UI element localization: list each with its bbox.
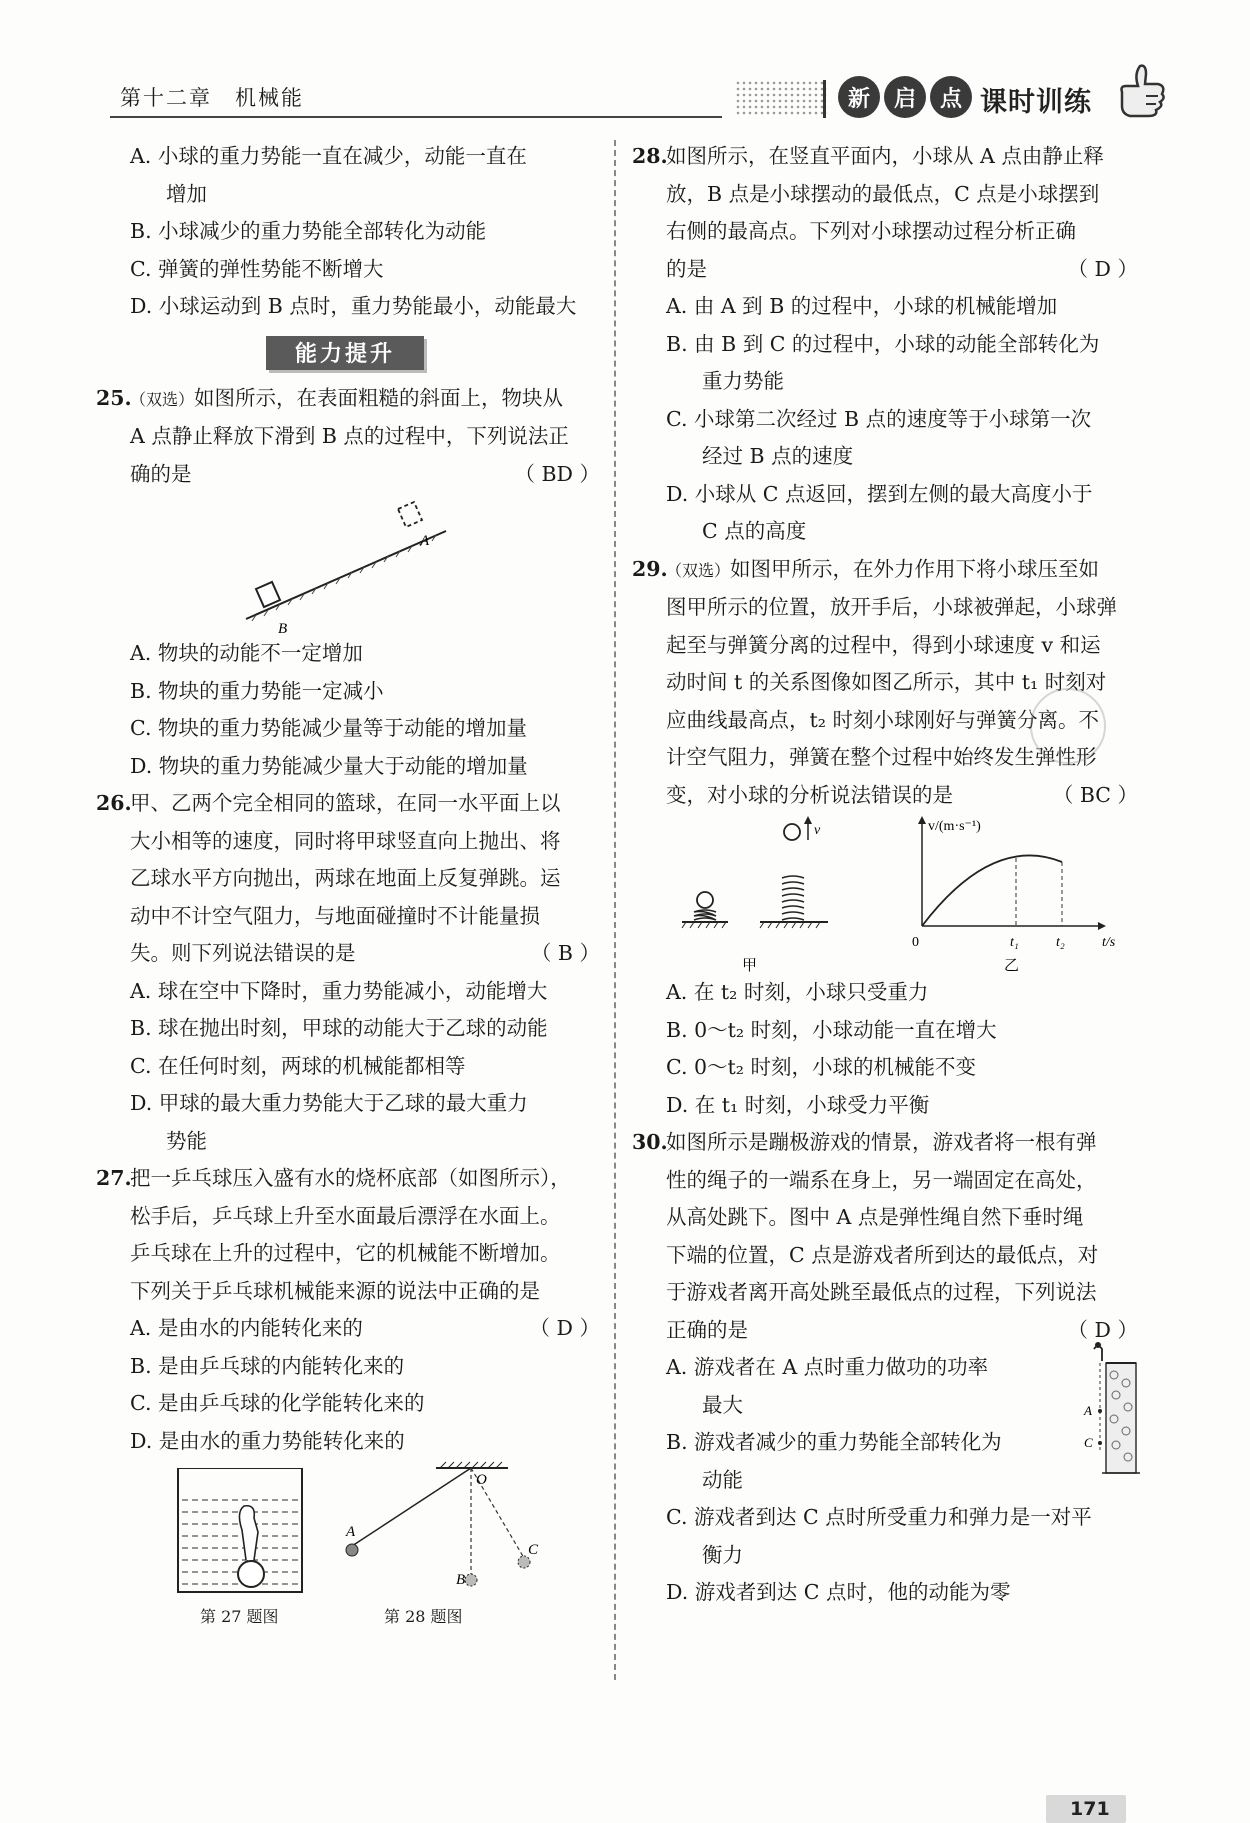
question-text: 大小相等的速度，同时将甲球竖直向上抛出、将 [130,828,561,853]
x-axis-label: t/s [1102,935,1116,950]
brand-badge: 新 [838,76,880,118]
option-line: B. 游戏者减少的重力势能全部转化为 [666,1430,1002,1454]
question-text: A 点静止释放下滑到 B 点的过程中，下列说法正 [130,424,569,448]
question-text: 放，B 点是小球摆动的最低点，C 点是小球摆到 [666,181,1100,206]
answer: （ BD ） [514,461,600,486]
header-dot-pattern [735,80,827,116]
answer: （ BC ） [1052,782,1138,807]
question-text: 如图所示，在表面粗糙的斜面上，物块从 [194,385,564,410]
answer: （ D ） [1067,1317,1138,1342]
question-text: 从高处跳下。图中 A 点是弹性绳自然下垂时绳 [666,1205,1084,1229]
question-text: 乙球水平方向抛出，两球在地面上反复弹跳。运 [130,866,561,890]
option-line: A. 是由水的内能转化来的 [130,1316,363,1340]
question-text: 如图所示，在竖直平面内，小球从 A 点由静止释 [666,144,1104,168]
option-continuation: 经过 B 点的速度 [702,444,854,468]
velocity-label: v [814,823,821,838]
figure-29 [632,814,1144,974]
question-tag: （双选） [666,560,731,580]
answer: （ D ） [1067,256,1138,281]
option-line: C. 0～t₂ 时刻，小球的机械能不变 [666,1055,977,1079]
question-text: 如图甲所示，在外力作用下将小球压至如 [730,556,1100,581]
option-line: B. 是由乒乓球的内能转化来的 [130,1353,405,1378]
option-line: C. 弹簧的弹性势能不断增大 [130,256,384,281]
column-divider [614,140,616,1680]
option-continuation: 衡力 [702,1542,743,1567]
label-A: A [1084,1403,1092,1418]
option-line: A. 游戏者在 A 点时重力做功的功率 [666,1355,989,1379]
question-text: 如图所示是蹦极游戏的情景，游戏者将一根有弹 [666,1130,1097,1154]
question-text: 正确的是 [666,1317,748,1342]
question-number: 26. [96,791,132,815]
question-25 [96,380,606,419]
question-text: 甲、乙两个完全相同的篮球，在同一水平面上以 [130,791,561,815]
question-number: 30. [632,1130,668,1154]
option-line: D. 在 t₁ 时刻，小球受力平衡 [666,1092,930,1117]
figure-jia-label: 甲 [742,958,758,974]
right-column [632,138,1144,1612]
figure-caption-27: 第 27 题图 [200,1607,279,1626]
question-text: 动时间 t 的关系图像如图乙所示，其中 t₁ 时刻对 [666,670,1107,694]
option-line: A. 在 t₂ 时刻，小球只受重力 [666,980,929,1004]
option-line: D. 小球从 C 点返回，摆到左侧的最大高度小于 [666,481,1093,506]
option-line: B. 0～t₂ 时刻，小球动能一直在增大 [666,1017,997,1042]
answer: （ D ） [529,1316,600,1340]
option-line: D. 小球运动到 B 点时，重力势能最小，动能最大 [130,294,577,318]
label-A: A [346,1524,356,1540]
section-header [96,334,606,374]
beaker-and-pendulum-diagrams [96,1460,606,1600]
question-text: 起至与弹簧分离的过程中，得到小球速度 v 和运 [666,632,1101,657]
incline-diagram [96,493,606,635]
chapter-title: 第十二章 机械能 [120,86,304,110]
option-line: C. 小球第二次经过 B 点的速度等于小球第一次 [666,406,1092,431]
q30-options-with-figure [632,1349,1144,1612]
question-text: 把一乒乓球压入盛有水的烧杯底部（如图所示）， [130,1166,571,1190]
option-line: C. 游戏者到达 C 点时所受重力和弹力是一对平 [666,1505,1092,1529]
brand-badges [838,76,972,118]
question-text: 下端的位置，C 点是游戏者所到达的最低点，对 [666,1242,1099,1267]
question-29 [632,551,1144,590]
label-A: A [420,533,430,549]
brand-title: 课时训练 [980,87,1092,118]
option-line: D. 甲球的最大重力势能大于乙球的最大重力 [130,1091,528,1115]
option-continuation: 重力势能 [702,369,784,393]
question-number: 25. [96,385,132,410]
question-text: 松手后，乒乓球上升至水面最后漂浮在水面上。 [130,1203,561,1228]
question-text: 于游戏者离开高处跳至最低点的过程，下列说法 [666,1280,1097,1304]
option-line: A. 物块的动能不一定增加 [130,641,363,665]
thumbs-up-icon [1112,60,1174,120]
question-30 [632,1124,1144,1162]
option-line: B. 物块的重力势能一定减小 [130,678,384,703]
question-text-last [96,935,606,973]
label-C: C [1084,1435,1093,1450]
option-line: B. 由 B 到 C 的过程中，小球的动能全部转化为 [666,331,1100,356]
question-number: 29. [632,556,668,581]
option-continuation: 势能 [166,1128,207,1153]
header-separator [823,80,826,118]
option-line: D. 物块的重力势能减少量大于动能的增加量 [130,753,528,778]
watermark-stamp [1030,688,1106,764]
option-continuation: 动能 [702,1467,743,1492]
question-text: 确的是 [130,461,192,486]
option-line: A. 球在空中下降时，重力势能减小，动能增大 [130,978,548,1003]
question-text: 乒乓球在上升的过程中，它的机械能不断增加。 [130,1241,561,1265]
option-continuation: 最大 [702,1392,743,1417]
label-B: B [456,1572,466,1588]
option-line: C. 物块的重力势能减少量等于动能的增加量 [130,716,527,740]
question-27 [96,1160,606,1198]
question-26 [96,785,606,823]
option-line: A. 由 A 到 B 的过程中，小球的机械能增加 [666,294,1058,318]
option-continuation: 增加 [166,181,207,206]
bungee-figure [1072,1339,1144,1489]
answer: （ B ） [530,941,600,965]
figure-caption-28: 第 28 题图 [384,1607,463,1626]
question-text: 应曲线最高点，t₂ 时刻小球刚好与弹簧分离。不 [666,707,1099,732]
option-line: C. 是由乒乓球的化学能转化来的 [130,1391,425,1415]
question-number: 28. [632,144,668,168]
question-28 [632,138,1144,176]
label-O: O [476,1472,487,1488]
figures-27-28 [96,1460,606,1630]
question-text-last [632,777,1144,815]
question-text: 右侧的最高点。下列对小球摆动过程分析正确 [666,219,1076,243]
figure-25-incline [96,493,606,635]
question-text: 动中不计空气阻力，与地面碰撞时不计能量损 [130,903,540,928]
option-line: D. 是由水的重力势能转化来的 [130,1428,405,1453]
brand-badge: 启 [884,76,926,118]
question-text: 下列关于乒乓球机械能来源的说法中正确的是 [130,1278,540,1303]
brand-badge: 点 [930,76,972,118]
option-line: C. 在任何时刻，两球的机械能都相等 [130,1053,466,1078]
figure-yi-label: 乙 [1004,958,1020,974]
question-tag: （双选） [130,389,195,409]
question-text-last [96,456,606,494]
option-line: A. 小球的重力势能一直在减少，动能一直在 [130,144,527,168]
question-text-last [632,1312,1144,1350]
question-text: 变，对小球的分析说法错误的是 [666,782,953,807]
question-text-last [632,251,1144,289]
header-rule [110,116,722,118]
spring-and-graph-diagram [632,814,1144,974]
origin-label: 0 [912,935,919,950]
question-text: 的是 [666,256,707,281]
label-B: B [278,621,288,635]
option-line: B. 小球减少的重力势能全部转化为动能 [130,219,487,243]
page-number: 171 [1070,1798,1110,1820]
question-text: 图甲所示的位置，放开手后，小球被弹起，小球弹 [666,595,1117,619]
t1-label: t₁ [1010,935,1019,950]
option-continuation: C 点的高度 [702,519,807,543]
y-axis-label: v/(m·s⁻¹) [928,819,981,834]
question-text: 性的绳子的一端系在身上，另一端固定在高处， [666,1167,1097,1192]
label-C: C [528,1542,539,1558]
section-title: 能力提升 [266,336,424,370]
question-text: 计空气阻力，弹簧在整个过程中始终发生弹性形 [666,745,1097,769]
question-text: 失。则下列说法错误的是 [130,941,356,965]
option-line: D. 游戏者到达 C 点时，他的动能为零 [666,1580,1011,1604]
left-column [96,138,606,1630]
t2-label: t₂ [1056,935,1065,950]
option-line: B. 球在抛出时刻，甲球的动能大于乙球的动能 [130,1016,548,1040]
question-number: 27. [96,1166,132,1190]
